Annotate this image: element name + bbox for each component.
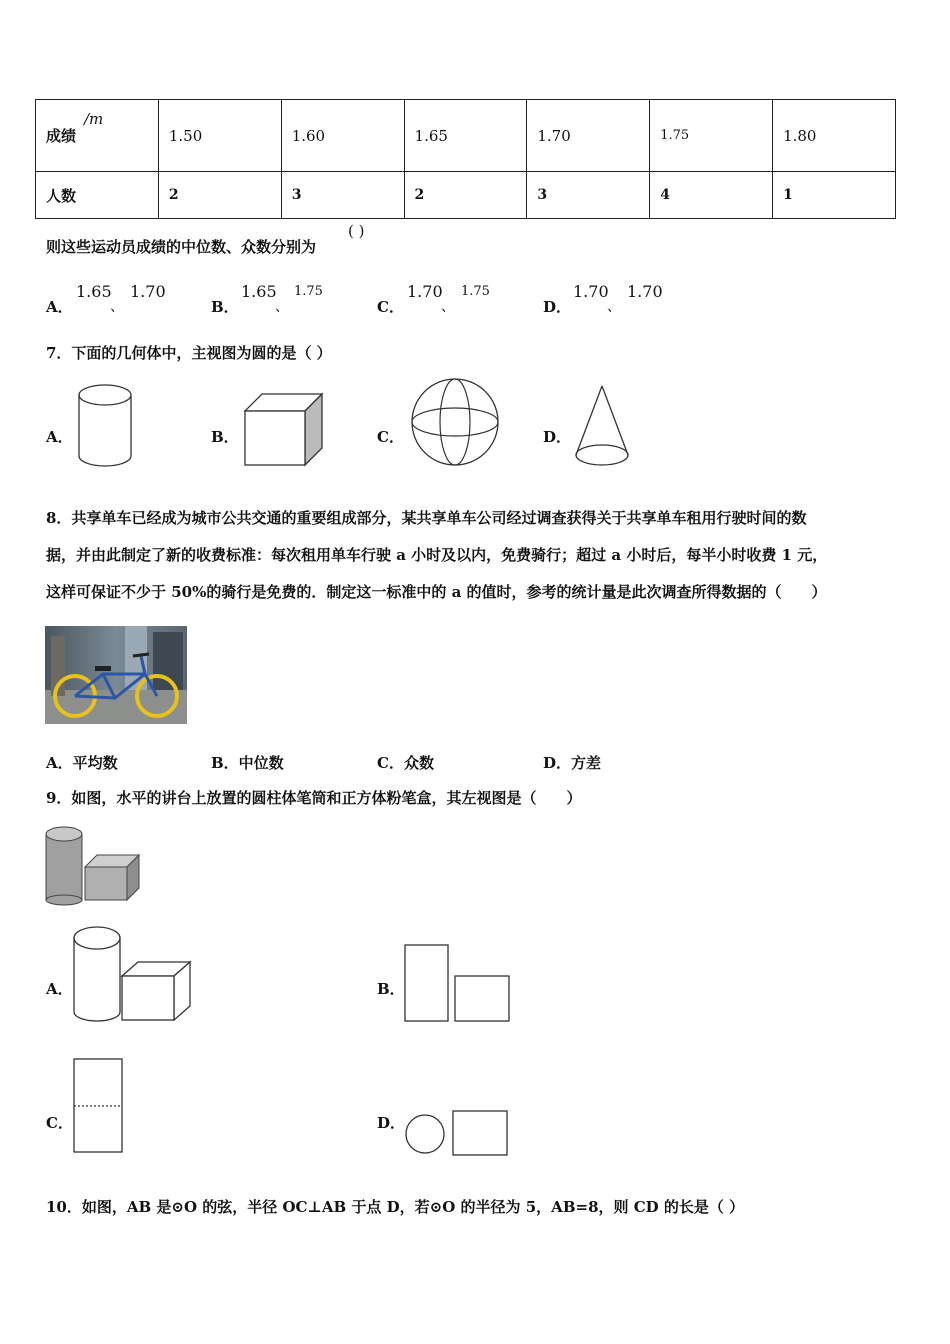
option-c-sep: 、: [441, 299, 455, 315]
table-cell: 1.65: [404, 100, 527, 172]
q7-option-c-letter: C．: [377, 428, 404, 446]
q7-option-d-letter: D．: [543, 428, 572, 446]
table-header-cell: [36, 100, 159, 172]
q9-option-c-figure: [73, 1058, 125, 1154]
option-a-value-2: 1.70: [130, 282, 166, 301]
table-cell: 1: [773, 172, 896, 219]
table-cell: 1.80: [773, 100, 896, 172]
table-cell: 1.70: [527, 100, 650, 172]
q8-option-b: B．中位数: [211, 754, 284, 772]
q8-option-a: A．平均数: [46, 754, 118, 772]
table-cell: 3: [281, 172, 404, 219]
option-b-value-2: 1.75: [294, 284, 323, 299]
option-d-value-2: 1.70: [627, 282, 663, 301]
table-cell: 1.60: [281, 100, 404, 172]
question-6-stem: 则这些运动员成绩的中位数、众数分别为: [46, 238, 317, 256]
score-table: [35, 99, 896, 219]
option-d-sep: 、: [607, 299, 621, 315]
q9-option-b-letter: B．: [377, 980, 405, 998]
option-b-value-1: 1.65: [241, 282, 277, 301]
q7-option-a-letter: A．: [46, 428, 73, 446]
cube-icon: [244, 393, 324, 467]
option-c-value-1: 1.70: [407, 282, 443, 301]
q9-option-a-letter: A．: [46, 980, 73, 998]
cylinder-icon: [78, 384, 134, 468]
q9-option-b-figure: [404, 944, 512, 1024]
option-b-letter: B．: [211, 298, 239, 316]
q7-option-b-letter: B．: [211, 428, 239, 446]
table-cell: 4: [650, 172, 773, 219]
option-d-letter: D．: [543, 298, 572, 316]
q9-option-a-figure: [72, 924, 194, 1024]
table-cell: 2: [404, 172, 527, 219]
table-cell: 1.75: [650, 100, 773, 172]
option-a-sep: 、: [110, 299, 124, 315]
unit-label: /m: [84, 110, 104, 128]
q9-option-c-letter: C．: [46, 1114, 73, 1132]
option-c-letter: C．: [377, 298, 404, 316]
option-c-value-2: 1.75: [461, 284, 490, 299]
question-8-line-1: 8．共享单车已经成为城市公共交通的重要组成部分，某共享单车公司经过调查获得关于共享单车租用行驶时间的数: [46, 509, 807, 527]
table-row: [36, 172, 896, 219]
q9-option-d-figure: [404, 1108, 510, 1158]
question-7-stem: 7．下面的几何体中，主视图为圆的是（ ）: [46, 344, 332, 362]
table-row: [36, 100, 896, 172]
pen-holder-and-chalk-box-figure: [45, 826, 143, 906]
row-label-score: 成绩: [46, 127, 77, 145]
table-cell: 2: [158, 172, 281, 219]
question-8-line-2: 据，并由此制定了新的收费标准：每次租用单车行驶 a 小时及以内，免费骑行；超过 a 小时后，每半小时收费 1 元，: [46, 546, 828, 564]
table-cell: 3: [527, 172, 650, 219]
answer-paren: ( ): [348, 222, 365, 240]
q8-option-d: D．方差: [543, 754, 602, 772]
sphere-icon: [410, 377, 500, 467]
question-8-line-3: 这样可保证不少于 50%的骑行是免费的．制定这一标准中的 a 的值时，参考的统计量是此次调查所得数据的（ ）: [46, 583, 827, 601]
question-9-stem: 9．如图，水平的讲台上放置的圆柱体笔筒和正方体粉笔盒，其左视图是（ ）: [46, 789, 582, 807]
q8-option-c: C．众数: [377, 754, 434, 772]
table-cell: 1.50: [158, 100, 281, 172]
q9-option-d-letter: D．: [377, 1114, 406, 1132]
question-10-stem: 10．如图，AB 是⊙O 的弦，半径 OC⊥AB 于点 D，若⊙O 的半径为 5，AB=8，则 CD 的长是（ ）: [46, 1198, 745, 1216]
row-label-count: 人数: [36, 172, 159, 219]
cone-icon: [574, 385, 630, 469]
option-a-letter: A．: [46, 298, 73, 316]
shared-bicycle-photo: [45, 626, 187, 724]
option-a-value-1: 1.65: [76, 282, 112, 301]
option-d-value-1: 1.70: [573, 282, 609, 301]
option-b-sep: 、: [275, 299, 289, 315]
